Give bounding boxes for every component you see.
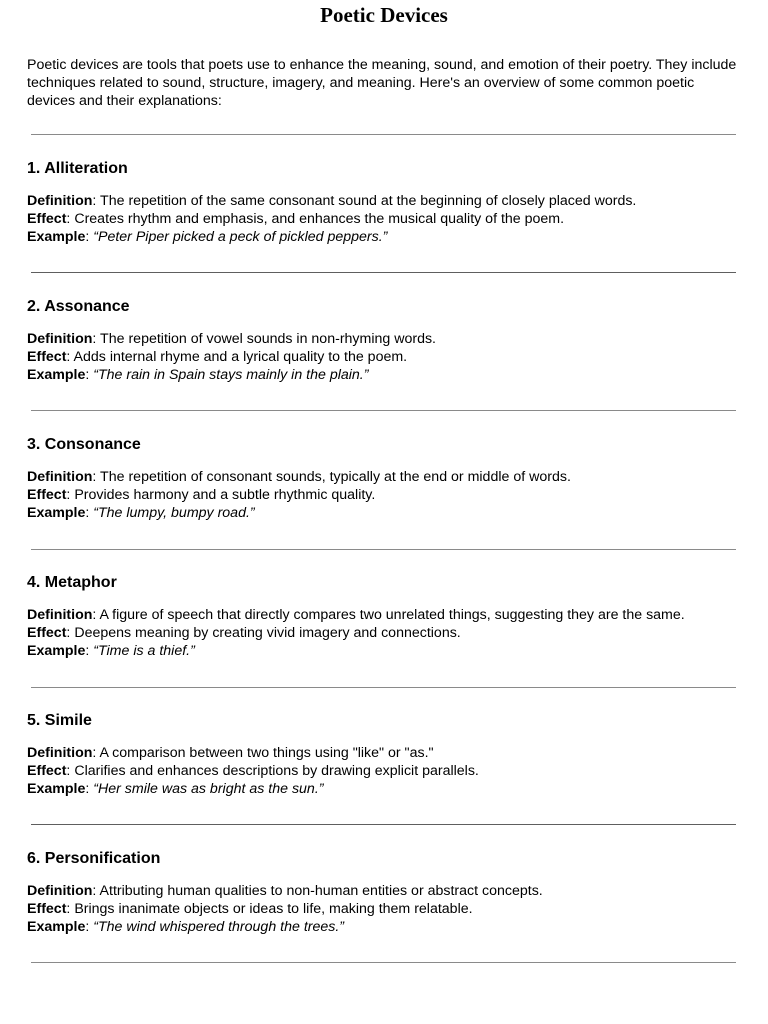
effect-text: Provides harmony and a subtle rhythmic quality. bbox=[70, 486, 376, 503]
divider bbox=[31, 824, 736, 825]
definition-label: Definition bbox=[27, 883, 93, 899]
example-label: Example bbox=[27, 504, 86, 521]
separator: : bbox=[92, 331, 97, 347]
example-line bbox=[27, 781, 743, 799]
definition-text: The repetition of vowel sounds in non-rhyming words. bbox=[96, 331, 437, 347]
effect-line bbox=[27, 763, 743, 781]
example-label: Example bbox=[27, 780, 86, 797]
section-simile bbox=[27, 711, 743, 798]
example-text: “Her smile was as bright as the sun.” bbox=[89, 780, 324, 797]
separator: : bbox=[92, 193, 97, 209]
separator: : bbox=[92, 469, 97, 485]
effect-label: Effect bbox=[27, 486, 67, 503]
definition-line bbox=[27, 331, 743, 349]
example-text: “Peter Piper picked a peck of pickled peppers.” bbox=[89, 228, 388, 245]
effect-text: Adds internal rhyme and a lyrical quality to the poem. bbox=[70, 348, 408, 365]
separator: : bbox=[92, 607, 97, 623]
example-text: “The wind whispered through the trees.” bbox=[89, 918, 345, 935]
section-consonance bbox=[27, 435, 743, 522]
effect-label: Effect bbox=[27, 624, 67, 641]
section-heading: 3. Consonance bbox=[27, 436, 141, 453]
section-assonance bbox=[27, 297, 743, 384]
section-heading: 5. Simile bbox=[27, 712, 92, 729]
example-line bbox=[27, 919, 743, 937]
definition-text: A comparison between two things using "like" or "as." bbox=[96, 745, 434, 761]
separator: : bbox=[66, 348, 71, 365]
example-line bbox=[27, 367, 743, 385]
separator: : bbox=[85, 918, 90, 935]
separator: : bbox=[85, 642, 90, 659]
definition-line bbox=[27, 883, 743, 901]
section-heading: 1. Alliteration bbox=[27, 160, 128, 177]
definition-text: The repetition of the same consonant sound at the beginning of closely placed words. bbox=[96, 193, 637, 209]
definition-text: The repetition of consonant sounds, typically at the end or middle of words. bbox=[96, 469, 571, 485]
definition-label: Definition bbox=[27, 745, 93, 761]
separator: : bbox=[85, 366, 90, 383]
definition-label: Definition bbox=[27, 607, 93, 623]
effect-line bbox=[27, 211, 743, 229]
example-label: Example bbox=[27, 918, 86, 935]
effect-label: Effect bbox=[27, 900, 67, 917]
section-heading: 4. Metaphor bbox=[27, 574, 117, 591]
example-label: Example bbox=[27, 228, 86, 245]
divider bbox=[31, 687, 736, 688]
definition-label: Definition bbox=[27, 331, 93, 347]
definition-label: Definition bbox=[27, 193, 93, 209]
page-title: Poetic Devices bbox=[320, 3, 448, 27]
separator: : bbox=[92, 883, 97, 899]
effect-text: Clarifies and enhances descriptions by drawing explicit parallels. bbox=[70, 762, 479, 779]
separator: : bbox=[66, 486, 71, 503]
effect-label: Effect bbox=[27, 348, 67, 365]
separator: : bbox=[85, 504, 90, 521]
definition-text: Attributing human qualities to non-human entities or abstract concepts. bbox=[96, 883, 543, 899]
section-personification bbox=[27, 849, 743, 936]
effect-line bbox=[27, 487, 743, 505]
definition-line bbox=[27, 469, 743, 487]
example-text: “The lumpy, bumpy road.” bbox=[89, 504, 255, 521]
example-text: “The rain in Spain stays mainly in the plain.” bbox=[89, 366, 369, 383]
separator: : bbox=[66, 900, 71, 917]
separator: : bbox=[85, 780, 90, 797]
example-line bbox=[27, 505, 743, 523]
effect-label: Effect bbox=[27, 762, 67, 779]
example-text: “Time is a thief.” bbox=[89, 642, 195, 659]
separator: : bbox=[66, 624, 71, 641]
effect-text: Brings inanimate objects or ideas to life, making them relatable. bbox=[70, 900, 473, 917]
section-heading: 2. Assonance bbox=[27, 298, 130, 315]
divider bbox=[31, 962, 736, 963]
divider bbox=[31, 549, 736, 550]
intro-paragraph: Poetic devices are tools that poets use to enhance the meaning, sound, and emotion of their poetry. They include techniques related to sound, structure, imagery, and meaning. Here's an overview of some common poetic devices and their explanations: bbox=[27, 57, 737, 109]
example-line bbox=[27, 229, 743, 247]
example-label: Example bbox=[27, 642, 86, 659]
section-alliteration bbox=[27, 159, 743, 246]
divider bbox=[31, 134, 736, 135]
section-heading: 6. Personification bbox=[27, 850, 161, 867]
effect-text: Creates rhythm and emphasis, and enhances the musical quality of the poem. bbox=[70, 210, 565, 227]
separator: : bbox=[66, 762, 71, 779]
section-metaphor bbox=[27, 573, 743, 660]
definition-text: A figure of speech that directly compares two unrelated things, suggesting they are the same. bbox=[96, 607, 685, 623]
definition-line bbox=[27, 745, 743, 763]
example-label: Example bbox=[27, 366, 86, 383]
separator: : bbox=[85, 228, 90, 245]
effect-label: Effect bbox=[27, 210, 67, 227]
separator: : bbox=[92, 745, 97, 761]
effect-text: Deepens meaning by creating vivid imagery and connections. bbox=[70, 624, 461, 641]
separator: : bbox=[66, 210, 71, 227]
divider bbox=[31, 272, 736, 273]
divider bbox=[31, 410, 736, 411]
definition-line bbox=[27, 607, 743, 625]
effect-line bbox=[27, 625, 743, 643]
definition-label: Definition bbox=[27, 469, 93, 485]
effect-line bbox=[27, 901, 743, 919]
effect-line bbox=[27, 349, 743, 367]
definition-line bbox=[27, 193, 743, 211]
example-line bbox=[27, 643, 743, 661]
